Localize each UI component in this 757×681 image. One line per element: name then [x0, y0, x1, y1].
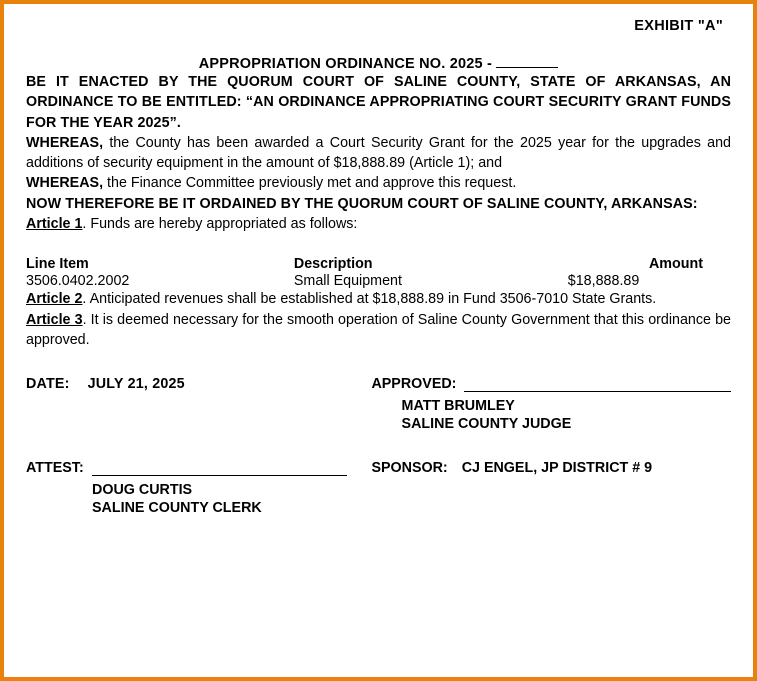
judge-name: MATT BRUMLEY: [401, 398, 515, 415]
article-2-label: Article 2: [26, 291, 83, 308]
now-therefore-clause: NOW THEREFORE BE IT ORDAINED BY THE QUORUM COURT OF SALINE COUNTY, ARKANSAS:: [26, 195, 698, 212]
date-field: [26, 376, 371, 392]
cell-line-item: 3506.0402.2002: [26, 273, 130, 290]
sponsor-field: [371, 460, 731, 476]
sponsor-label: SPONSOR:: [371, 459, 448, 476]
article-3: [26, 310, 731, 351]
ordinance-number-heading: [26, 56, 731, 72]
attest-field: [26, 460, 371, 476]
approved-field: [371, 376, 731, 392]
whereas-1-label: WHEREAS,: [26, 134, 104, 151]
whereas-clause-1: [26, 133, 731, 174]
document-body: [4, 4, 753, 677]
whereas-1-text: the County has been awarded a Court Security Grant for the 2025 year for the upgrades and additions of security equipment in the amount of $18,888.89 (Article 1); and: [26, 134, 731, 172]
article-3-text: . It is deemed necessary for the smooth operation of Saline County Government that this ordinance be approved.: [26, 311, 732, 348]
enacting-clause: BE IT ENACTED BY THE QUORUM COURT OF SALINE COUNTY, STATE OF ARKANSAS, AN ORDINANCE TO BE ENTITLED: “AN ORDINANCE APPROPRIATING COURT SECURITY GRANT FUNDS FOR THE YEAR 2025”.: [26, 74, 731, 131]
article-1-text: . Funds are hereby appropriated as follows:: [82, 216, 358, 233]
article-1: [26, 214, 731, 234]
whereas-2-text: the Finance Committee previously met and approve this request.: [103, 175, 517, 192]
exhibit-label: EXHIBIT "A": [634, 18, 723, 34]
ordinance-number-prefix: APPROPRIATION ORDINANCE NO. 2025 -: [198, 56, 497, 72]
judge-title: SALINE COUNTY JUDGE: [401, 416, 572, 433]
column-header-description: Description: [293, 256, 373, 273]
cell-amount: $18,888.89: [567, 273, 640, 290]
approved-label: APPROVED:: [371, 376, 457, 393]
table-row: [26, 273, 731, 289]
clerk-name: DOUG CURTIS: [92, 481, 193, 498]
article-1-label: Article 1: [26, 216, 83, 233]
column-header-line-item: Line Item: [26, 256, 89, 273]
judge-signature-block: [386, 398, 731, 434]
table-header-row: [26, 256, 731, 272]
attest-label: ATTEST:: [26, 459, 84, 476]
date-approved-row: [26, 376, 731, 392]
approved-signature-line: [464, 377, 731, 392]
cell-description: Small Equipment: [293, 273, 402, 290]
signature-area: [26, 376, 731, 517]
sponsor-value: CJ ENGEL, JP DISTRICT # 9: [461, 459, 653, 476]
date-value: JULY 21, 2025: [87, 376, 185, 393]
attest-sponsor-row: [26, 460, 731, 476]
article-2-text: . Anticipated revenues shall be established at $18,888.89 in Fund 3506-7010 State Grants.: [82, 291, 657, 308]
clerk-title: SALINE COUNTY CLERK: [92, 499, 262, 516]
clerk-signature-block: [92, 482, 731, 518]
article-2: [26, 289, 731, 309]
column-header-amount: Amount: [648, 256, 703, 273]
attest-signature-line: [92, 461, 348, 476]
date-label: DATE:: [26, 376, 70, 393]
whereas-2-label: WHEREAS,: [26, 175, 104, 192]
ordinance-number-blank: [496, 67, 558, 68]
appropriation-table: [26, 256, 731, 289]
article-3-label: Article 3: [26, 311, 83, 328]
whereas-clause-2: [26, 173, 731, 193]
